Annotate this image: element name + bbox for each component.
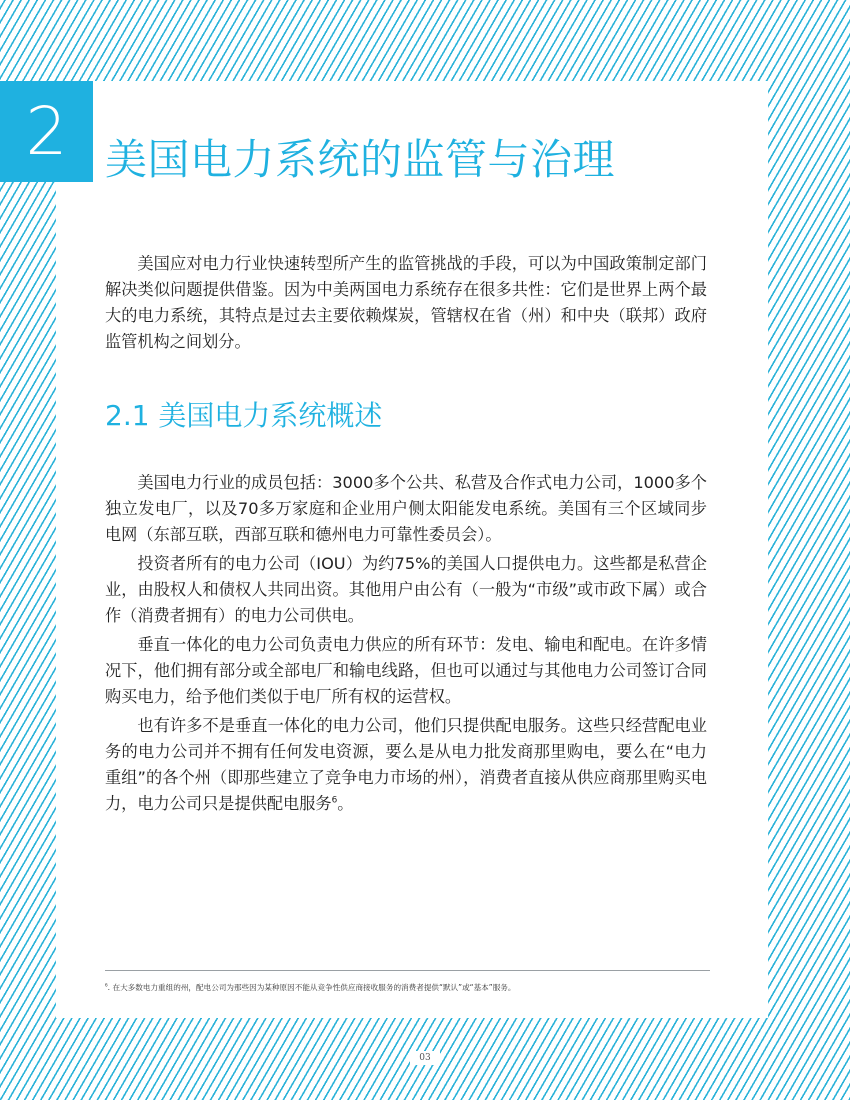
page-number: 03 bbox=[410, 1051, 440, 1065]
footnote-divider bbox=[105, 970, 710, 971]
section-paragraph-1: 美国电力行业的成员包括：3000多个公共、私营及合作式电力公司，1000多个独立发电厂，以及70多万家庭和企业用户侧太阳能发电系统。美国有三个区域同步电网（东部互联，西部互联和德州电力可靠性委员会）。 bbox=[105, 473, 707, 544]
section-paragraph-4-end: 。 bbox=[337, 794, 354, 813]
section-paragraph-4-text: 也有许多不是垂直一体化的电力公司，他们只提供配电服务。这些只经营配电业务的电力公司并不拥有任何发电资源，要么是从电力批发商那里购电，要么在“电力重组”的各个州（即那些建立了竞争电力市场的州），消费者直接从供应商那里购买电力，电力公司只是提供配电服务 bbox=[105, 716, 707, 813]
section-paragraph-2: 投资者所有的电力公司（IOU）为约75%的美国人口提供电力。这些都是私营企业，由股权人和债权人共同出资。其他用户由公有（一般为“市级”或市政下属）或合作（消费者拥有）的电力公司供电。 bbox=[105, 554, 707, 625]
section-paragraph-4 bbox=[105, 713, 707, 817]
chapter-number: 2 bbox=[25, 93, 68, 170]
footnote-text: . 在大多数电力重组的州，配电公司为那些因为某种原因不能从竞争性供应商接收服务的消费者提供“默认”或“基本”服务。 bbox=[107, 983, 516, 992]
chapter-title: 美国电力系统的监管与治理 bbox=[105, 135, 616, 184]
intro-paragraph: 美国应对电力行业快速转型所产生的监管挑战的手段，可以为中国政策制定部门解决类似问题提供借鉴。因为中美两国电力系统存在很多共性：它们是世界上两个最大的电力系统，其特点是过去主要依赖煤炭，管辖权在省（州）和中央（联邦）政府监管机构之间划分。 bbox=[105, 254, 707, 351]
footnote bbox=[105, 982, 715, 994]
section-paragraph-3: 垂直一体化的电力公司负责电力供应的所有环节：发电、输电和配电。在许多情况下，他们拥有部分或全部电厂和输电线路，但也可以通过与其他电力公司签订合同购买电力，给予他们类似于电厂所有权的运营权。 bbox=[105, 635, 707, 706]
footnote-marker: 6 bbox=[105, 982, 108, 988]
section-title: 2.1 美国电力系统概述 bbox=[105, 399, 383, 432]
chapter-number-box bbox=[0, 81, 93, 182]
content-panel bbox=[56, 81, 768, 1018]
footnote-reference: 6 bbox=[331, 795, 338, 806]
